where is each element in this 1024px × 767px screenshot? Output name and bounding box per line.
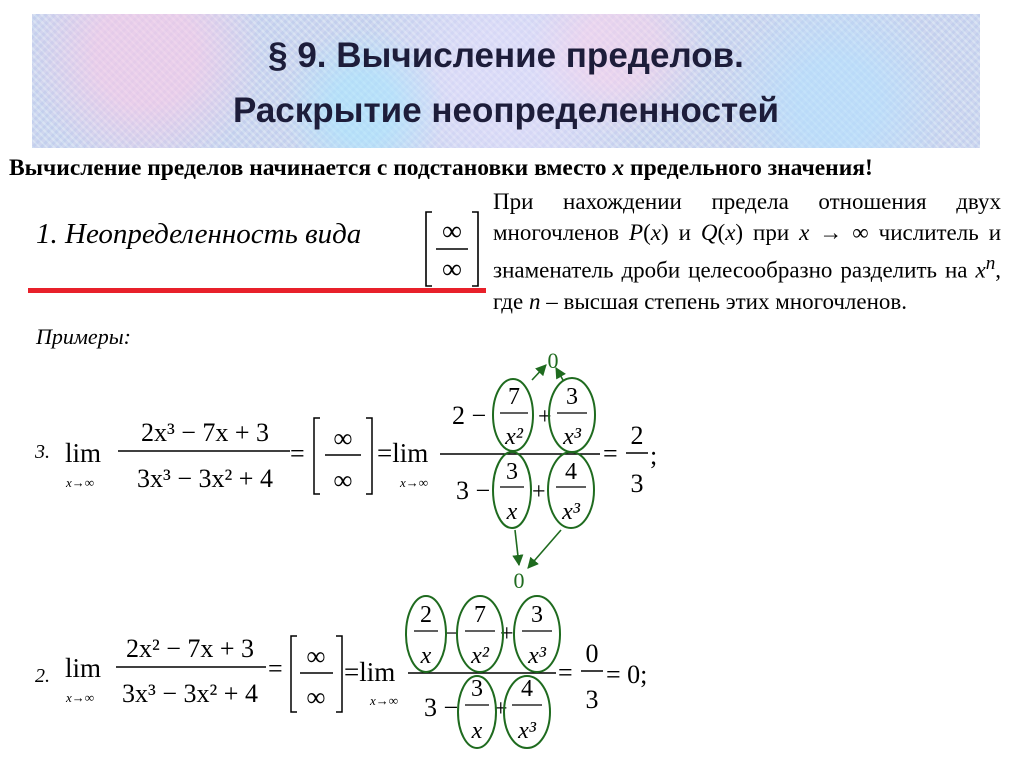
example2-f4-num: 3: [471, 676, 483, 702]
example3-f1-den: x²: [505, 424, 523, 450]
example3-res-num: 2: [630, 421, 644, 450]
hint-x4: x: [975, 257, 986, 283]
example3-res-eq: =: [603, 439, 618, 468]
heading-infinity-bracket: [426, 212, 478, 286]
example2-inf-top: ∞: [306, 641, 326, 671]
example2-eq1: =: [268, 654, 283, 683]
example3-lim2: =lim: [377, 438, 429, 468]
example3-plus2: +: [532, 479, 546, 505]
examples-label: Примеры:: [36, 324, 131, 349]
example3-lim2-sub: x→∞: [400, 475, 429, 490]
indeterminacy-heading: 1. Неопределенность вида: [36, 218, 362, 250]
hint-t8: – высшая степень этих многочленов.: [546, 288, 908, 314]
hint-t1: При нахождении предела отношения двух многочленов: [493, 189, 1001, 245]
hint-n: n: [528, 288, 541, 314]
hint-x2: x: [725, 220, 736, 245]
example3-f2-num: 3: [566, 384, 578, 410]
example3-f3-den: x: [506, 499, 518, 525]
intro-part1: Вычисление пределов начинается с подстановки вместо: [9, 155, 607, 181]
example3-f3-num: 3: [506, 459, 518, 485]
hint-t6: → ∞ числитель и знаменатель дроби целесообразно разделить на: [493, 220, 1002, 283]
example2-lim-sub: x→∞: [66, 690, 95, 705]
example3-zero-top: 0: [547, 348, 559, 373]
example3-inf-top: ∞: [333, 423, 353, 453]
example3-inf-bottom: ∞: [333, 465, 353, 495]
example3-denominator: 3x³ − 3x² + 4: [137, 464, 273, 493]
example2-den-lead: 3 −: [424, 693, 459, 722]
example2-plus1: +: [500, 621, 514, 647]
hint-t3: ) и: [660, 220, 691, 245]
hint-t4: (: [717, 220, 726, 245]
slide-title-line1: § 9. Вычисление пределов.: [268, 36, 744, 75]
example2-lim: lim: [65, 653, 102, 683]
example2-res-tail: = 0;: [606, 660, 648, 689]
example3-f4-num: 4: [565, 459, 577, 485]
hint-n-sup: n: [985, 253, 996, 274]
example3-lim-sub: x→∞: [66, 475, 95, 490]
example2-f1-den: x: [420, 643, 432, 669]
example2-denominator: 3x³ − 3x² + 4: [122, 679, 258, 708]
hint-p: P: [629, 220, 644, 245]
example2-numerator: 2x² − 7x + 3: [125, 634, 255, 663]
example2-minus1: −: [444, 621, 458, 647]
example2-f3-num: 3: [531, 602, 543, 628]
example-2: [35, 596, 647, 748]
intro-var: x: [612, 155, 625, 181]
example3-f2-den: x³: [563, 424, 581, 450]
hint-q: Q: [700, 220, 718, 245]
example2-f5-den: x³: [518, 718, 536, 744]
example2-inf-bottom: ∞: [306, 682, 326, 712]
example2-f3-den: x³: [528, 643, 546, 669]
example2-f2-den: x²: [471, 643, 489, 669]
example3-res-end: ;: [650, 441, 658, 470]
hint-x3: x: [799, 220, 810, 245]
example3-eq1: =: [290, 439, 305, 468]
example3-num-lead: 2 −: [452, 401, 487, 430]
example-3: [34, 348, 657, 593]
example3-plus1: +: [538, 404, 552, 430]
example3-arrows: [515, 365, 563, 568]
example2-f4-den: x: [471, 718, 483, 744]
hint-x1: x: [650, 220, 661, 245]
example2-res-den: 3: [585, 685, 599, 714]
hint-t5: ) при: [735, 220, 790, 245]
example3-numerator: 2x³ − 7x + 3: [140, 418, 270, 447]
example2-res-eq: =: [558, 658, 573, 687]
example2-lim2: =lim: [344, 657, 396, 687]
heading-inf-top: ∞: [442, 216, 462, 247]
example3-den-lead: 3 −: [456, 476, 491, 505]
example3-zero-bottom: 0: [513, 568, 525, 593]
example3-f4-den: x³: [562, 499, 580, 525]
hint-t7: , где: [493, 257, 1002, 314]
example2-f5-num: 4: [521, 676, 533, 702]
hint-t2: (: [643, 220, 651, 245]
example2-res-num: 0: [585, 639, 599, 668]
example3-number: 3.: [35, 441, 50, 463]
slide-title-line2: Раскрытие неопределенностей: [232, 91, 780, 130]
example2-plus2: +: [494, 696, 508, 722]
example3-res-den: 3: [630, 469, 644, 498]
heading-inf-bottom: ∞: [442, 254, 462, 285]
example2-f1-num: 2: [420, 602, 432, 628]
example2-lim2-sub: x→∞: [370, 693, 399, 708]
example2-number: 2.: [35, 665, 50, 687]
example3-lim: lim: [65, 438, 102, 468]
example3-f1-num: 7: [508, 384, 520, 410]
example2-f2-num: 7: [474, 602, 486, 628]
intro-part2: предельного значения!: [630, 155, 873, 181]
